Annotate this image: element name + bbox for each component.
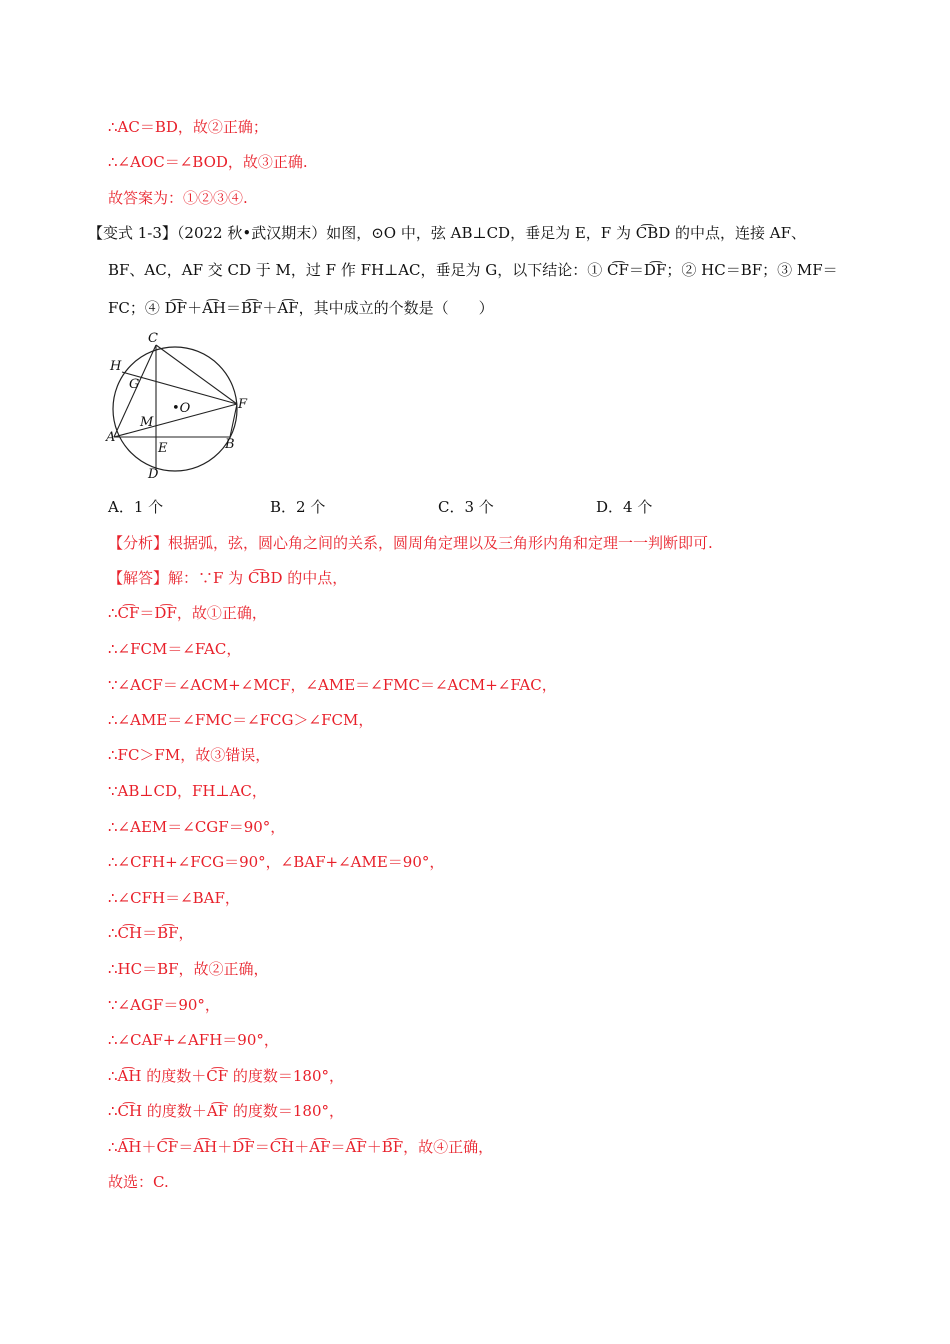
solution-step: ∴∠AEM＝∠CGF＝90°，	[108, 818, 286, 836]
solution-step: ∴∠AME＝∠FMC＝∠FCG＞∠FCM，	[108, 711, 374, 729]
final-answer: 故选：C.	[108, 1173, 169, 1191]
solution-step: ∴HC＝BF，故②正确，	[108, 960, 269, 978]
prev-solution-line-1: ∴AC＝BD，故②正确；	[108, 118, 268, 136]
choice-b: B．2 个	[270, 498, 326, 516]
solution-step: ∴∠CAF+∠AFH＝90°，	[108, 1031, 279, 1049]
label-o: •O	[172, 401, 191, 416]
label-a: A	[106, 430, 116, 445]
solution-step: ∴C͡H 的度数＋A͡F 的度数＝180°，	[108, 1102, 345, 1120]
problem-line-3: FC；④ D͡F＋A͡H＝B͡F＋A͡F，其中成立的个数是（ ）	[108, 299, 494, 317]
label-h: H	[110, 359, 122, 374]
solution-step: ∴C͡F＝D͡F，故①正确，	[108, 604, 267, 622]
solution-step: ∴∠CFH+∠FCG＝90°，∠BAF+∠AME＝90°，	[108, 853, 445, 871]
label-d: D	[148, 467, 159, 482]
solution-step: ∴∠FCM＝∠FAC，	[108, 640, 242, 658]
analysis-line: 【分析】根据弧，弦，圆心角之间的关系，圆周角定理以及三角形内角和定理一一判断即可.	[108, 534, 713, 552]
solution-step: ∵∠ACF＝∠ACM+∠MCF，∠AME＝∠FMC＝∠ACM+∠FAC，	[108, 676, 557, 694]
geometry-figure	[100, 326, 260, 486]
choice-c: C．3 个	[438, 498, 494, 516]
label-e: E	[158, 441, 168, 456]
choice-d: D．4 个	[596, 498, 653, 516]
solution-step: ∴C͡H＝B͡F，	[108, 924, 194, 942]
label-f: F	[238, 397, 248, 412]
label-m: M	[140, 415, 154, 430]
label-g: G	[129, 377, 140, 392]
problem-line-2: BF、AC，AF 交 CD 于 M，过 F 作 FH⊥AC，垂足为 G，以下结论：① C͡F＝D͡F；② HC＝BF；③ MF＝	[108, 261, 838, 279]
solution-step: ∴A͡H＋C͡F＝A͡H＋D͡F＝C͡H＋A͡F＝A͡F＋B͡F，故④正确，	[108, 1138, 494, 1156]
solution-step: ∵∠AGF＝90°，	[108, 996, 220, 1014]
solution-step: ∴FC＞FM，故③错误，	[108, 746, 271, 764]
label-b: B	[225, 437, 235, 452]
chord-cf	[156, 345, 237, 404]
prev-solution-line-2: ∴∠AOC＝∠BOD，故③正确.	[108, 153, 308, 171]
solution-step: 【解答】解：∵F 为 C͡BD 的中点，	[108, 569, 348, 587]
answer-choices	[108, 496, 828, 518]
label-c: C	[148, 331, 158, 346]
solution-step: ∴∠CFH＝∠BAF，	[108, 889, 240, 907]
prev-solution-answer: 故答案为：①②③④.	[108, 189, 248, 207]
choice-a: A．1 个	[108, 498, 164, 516]
solution-step: ∵AB⊥CD，FH⊥AC，	[108, 782, 267, 800]
solution-step: ∴A͡H 的度数＋C͡F 的度数＝180°，	[108, 1067, 345, 1085]
problem-line-1: 【变式 1-3】（2022 秋•武汉期末）如图，⊙O 中，弦 AB⊥CD，垂足为 E，F 为 C͡BD 的中点，连接 AF、	[88, 224, 807, 242]
